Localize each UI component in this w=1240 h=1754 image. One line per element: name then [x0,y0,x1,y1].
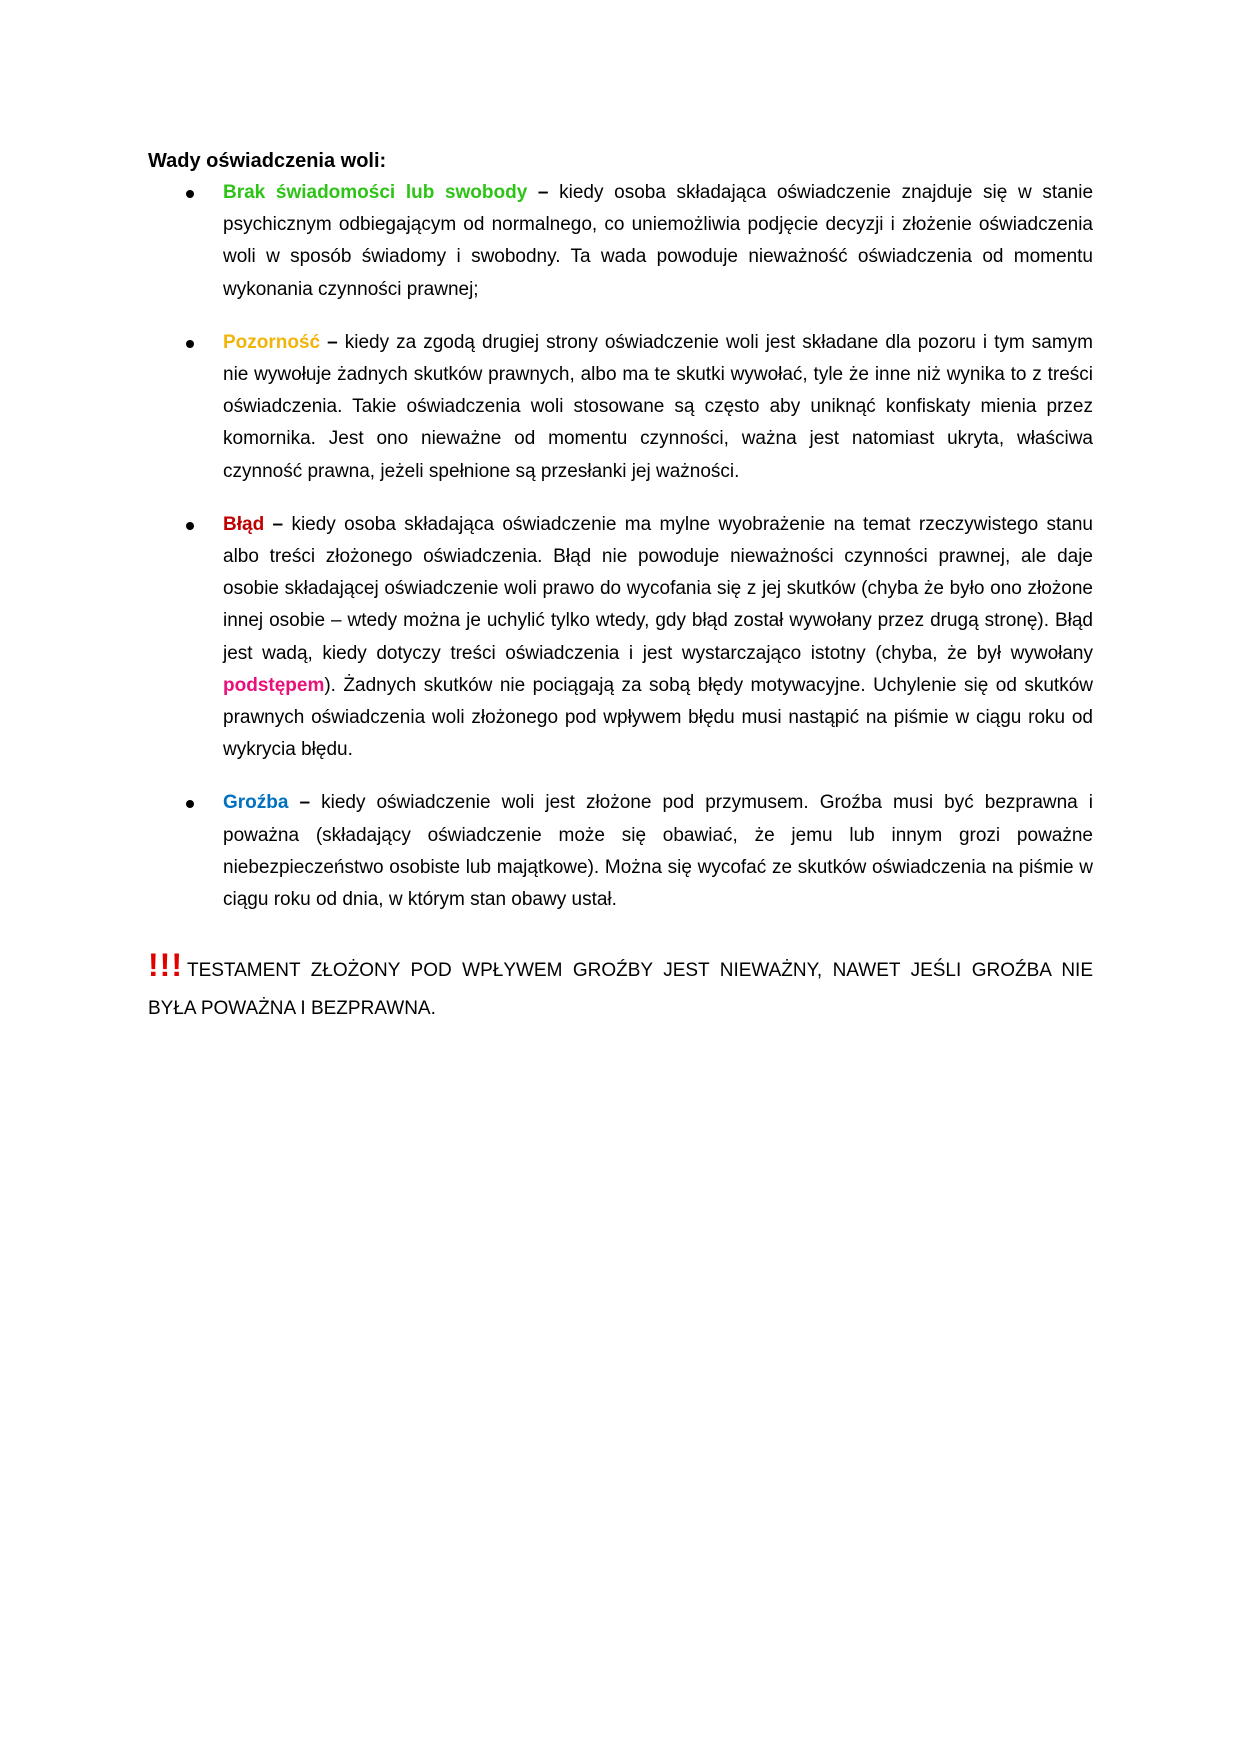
list-item [148,787,1093,916]
document-heading: Wady oświadczenia woli: [148,150,387,172]
term-blad: Błąd [223,513,265,535]
bullet-icon [186,800,194,808]
warning-text: TESTAMENT ZŁOŻONY POD WPŁYWEM GROŹBY JEST NIEWAŻNY, NAWET JEŚLI GROŹBA NIE BYŁA POWAŻNA I BEZPRAWNA. [148,960,1093,1019]
term-brak-swiadomosci: Brak świadomości lub swobody [223,182,528,203]
item-text-after: ). Żadnych skutków nie pociągają za sobą błędy motywacyjne. Uchylenie się od skutków prawnych oświadczenia woli złożonego pod wpływem błędu musi nastąpić na piśmie w ciągu roku od wykrycia błędu. [223,674,1093,761]
dash: – [320,331,345,353]
item-text-before: kiedy osoba składająca oświadczenie ma mylne wyobrażenie na temat rzeczywistego stanu albo treści złożonego oświadczenia. Błąd nie powoduje nieważności czynności prawnej, ale daje osobie składającej oświadczenie woli prawo do wycofania się z jej skutków (chyba że było ono złożone innej osobie – wtedy można je uchylić tylko wtedy, gdy błąd został wywołany przez drugą stronę). Błąd jest wadą, kiedy dotyczy treści oświadczenia i jest wystarczająco istotny (chyba, że był wywołany [223,513,1093,664]
list-item [148,327,1093,488]
defects-list [148,177,1093,937]
item-text: kiedy oświadczenie woli jest złożone pod przymusem. Groźba musi być bezprawna i poważna (składający oświadczenie może się obawiać, że jemu lub innym grozi poważne niebezpieczeństwo osobiste lub majątkowe). Można się wycofać ze skutków oświadczenia na piśmie w ciągu roku od dnia, w którym stan obawy ustał. [223,792,1093,911]
warning-note [148,946,1093,1028]
term-grozba: Groźba [223,792,289,814]
dash: – [527,182,560,203]
bullet-icon [186,190,194,198]
term-pozornosc: Pozorność [223,331,321,353]
highlight-podstep: podstępem [223,674,325,696]
item-text: kiedy za zgodą drugiej strony oświadczenie woli jest składane dla pozoru i tym samym nie wywołuje żadnych skutków prawnych, albo ma te skutki wywołać, tyle że inne niż wynika to z treści oświadczenia. Takie oświadczenia woli stosowane są często aby uniknąć konfiskaty mienia przez komornika. Jest ono nieważne od momentu czynności, ważna jest natomiast ukryta, właściwa czynność prawna, jeżeli spełnione są przesłanki jej ważności. [223,331,1093,482]
exclamation-icon: !!! [148,947,183,983]
list-item [148,509,1093,767]
bullet-icon [186,522,194,530]
item-text: kiedy osoba składająca oświadczenie znajduje się w stanie psychicznym odbiegającym od normalnego, co uniemożliwia podjęcie decyzji i złożenie oświadczenia woli w sposób świadomy i swobodny. Ta wada powoduje nieważność oświadczenia od momentu wykonania czynności prawnej; [223,182,1094,300]
list-item [148,177,1093,306]
dash: – [264,513,292,535]
dash: – [288,792,322,814]
bullet-icon [186,340,194,348]
